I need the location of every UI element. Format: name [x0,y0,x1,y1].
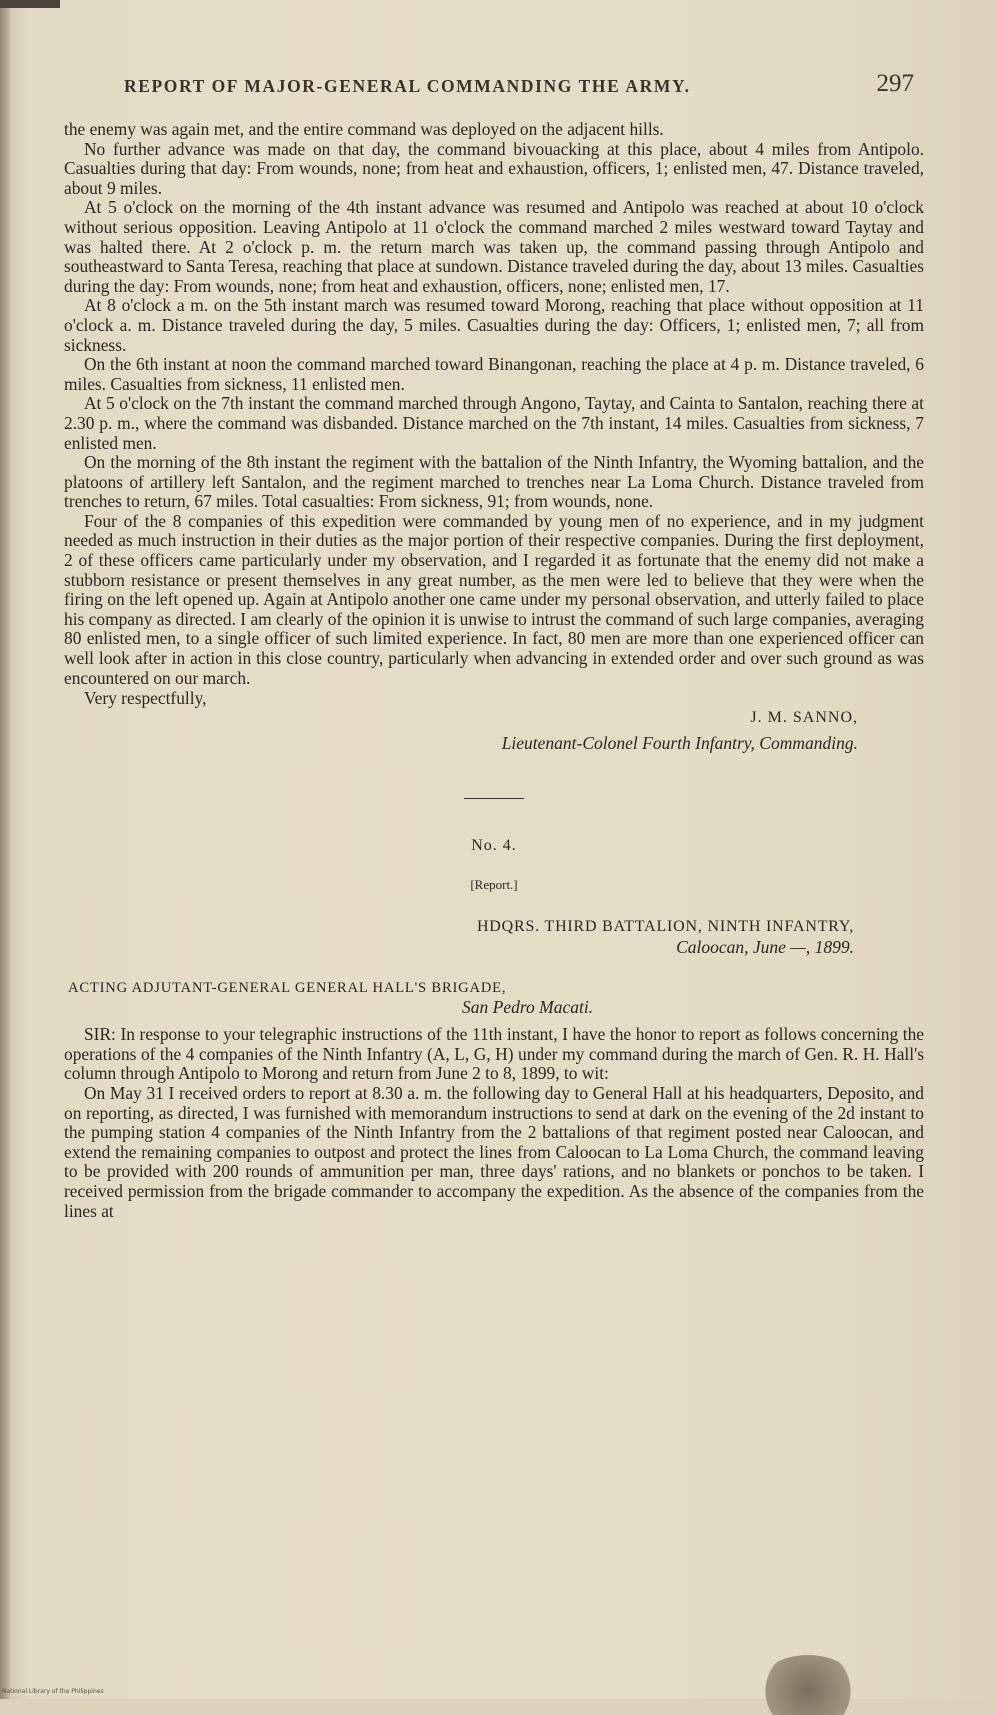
page-content [64,70,924,1221]
document-number: No. 4. [471,837,517,855]
running-head [64,70,924,104]
addressee-place: San Pedro Macati. [462,997,594,1018]
document-kind: [Report.] [470,877,518,893]
thumb-shadow [760,1655,856,1715]
paragraph: SIR: In response to your telegraphic instructions of the 11th instant, I have the honor to report as follows concerning the operations of the 4 companies of the Ninth Infantry (A, L, G, H) under my command during the march of Gen. R. H. Hall's column through Antipolo to Morong and return from June 2 to 8, 1899, to wit: [64,1024,924,1084]
page-number: 297 [876,70,914,97]
paragraph: On May 31 I received orders to report at 8.30 a. m. the following day to General Hall at his headquarters, Deposito, and on reporting, as directed, I was furnished with memorandum instructions to send at dark on the evening of the 2d instant to the pumping station 4 companies of the Ninth Infantry from the 2 battalions of that regiment posted near Caloocan, and extend the remaining companies to outpost and protect the lines from Caloocan to La Loma Church, the command leaving to be provided with 200 rounds of ammunition per man, three days' rations, and no blankets or ponchos to be taken. I received permission from the brigade commander to accompany the expedition. As the absence of the companies from the lines at [64,1083,924,1221]
closing-salutation: Very respectfully, [84,688,207,709]
paragraph: At 5 o'clock on the 7th instant the command marched through Angono, Taytay, and Cainta to Santalon, reaching there at 2.30 p. m., where the command was disbanded. Distance marched on the 7th instant, 14 miles. Casualties from sickness, 7 enlisted men. [64,393,924,453]
place-date-line: Caloocan, June —, 1899. [676,937,854,958]
signature-name: J. M. SANNO, [750,709,858,727]
section-divider [464,798,524,799]
paragraph: Four of the 8 companies of this expedition were commanded by young men of no experience, and in my judgment needed as much instruction in their duties as the major portion of their respective companies. During the first deployment, 2 of these officers came particularly under my observation, and I regarded it as fortunate that the enemy did not make a stubborn resistance or present themselves in any great number, as the men were led to believe that they were when the firing on the left opened up. Again at Antipolo another one came under my personal observation, and utterly failed to place his company as directed. I am clearly of the opinion it is unwise to intrust the command of such large companies, averaging 80 enlisted men, to a single officer of such limited experience. In fact, 80 men are more than one experienced officer can well look after in action in this close country, particularly when advancing in extended order and over such ground as was encountered on our march. [64,510,924,688]
signature-title: Lieutenant-Colonel Fourth Infantry, Commanding. [501,733,858,754]
paragraph: On the morning of the 8th instant the regiment with the battalion of the Ninth Infantry, the Wyoming battalion, and the platoons of artillery left Santalon, and the regiment marched to trenches near La Loma Church. Distance traveled from trenches to return, 67 miles. Total casualties: From sickness, 91; from wounds, none. [64,452,924,512]
paragraph: At 5 o'clock on the morning of the 4th instant advance was resumed and Antipolo was reached at about 10 o'clock without serious opposition. Leaving Antipolo at 11 o'clock the command marched 2 miles westward toward Taytay and was halted there. At 2 o'clock p. m. the return march was taken up, the command passing through Antipolo and southeastward to Santa Teresa, reaching that place at sundown. Distance traveled during the day, about 13 miles. Casualties during the day: From wounds, none; from heat and exhaustion, officers, none; enlisted men, 17. [64,197,924,296]
second-report-body [64,1025,924,1221]
report-body [64,120,924,688]
paragraph: the enemy was again met, and the entire command was deployed on the adjacent hills. [64,119,664,139]
headquarters-line: HDQRS. THIRD BATTALION, NINTH INFANTRY, [476,918,854,936]
corner-scan-mark [0,0,60,8]
scan-credit: National Library of the Philippines [2,1688,104,1695]
paragraph: At 8 o'clock a m. on the 5th instant march was resumed toward Morong, reaching that place without opposition at 11 o'clock a. m. Distance traveled during the day, 5 miles. Casualties during the day: Officers, 1; enlisted men, 7; all from sickness. [64,295,924,355]
paragraph: On the 6th instant at noon the command marched toward Binangonan, reaching the place at 4 p. m. Distance traveled, 6 miles. Casualties from sickness, 11 enlisted men. [64,354,924,394]
page-spine-shadow [0,0,10,1699]
running-title: REPORT OF MAJOR-GENERAL COMMANDING THE ARMY. [124,76,691,96]
paragraph: No further advance was made on that day, the command bivouacking at this place, about 4 miles from Antipolo. Casualties during that day: From wounds, none; from heat and exhaustion, officers, 1; enlisted men, 47. Distance traveled, about 9 miles. [64,138,924,198]
addressee: ACTING ADJUTANT-GENERAL GENERAL HALL'S BRIGADE, [68,980,507,997]
